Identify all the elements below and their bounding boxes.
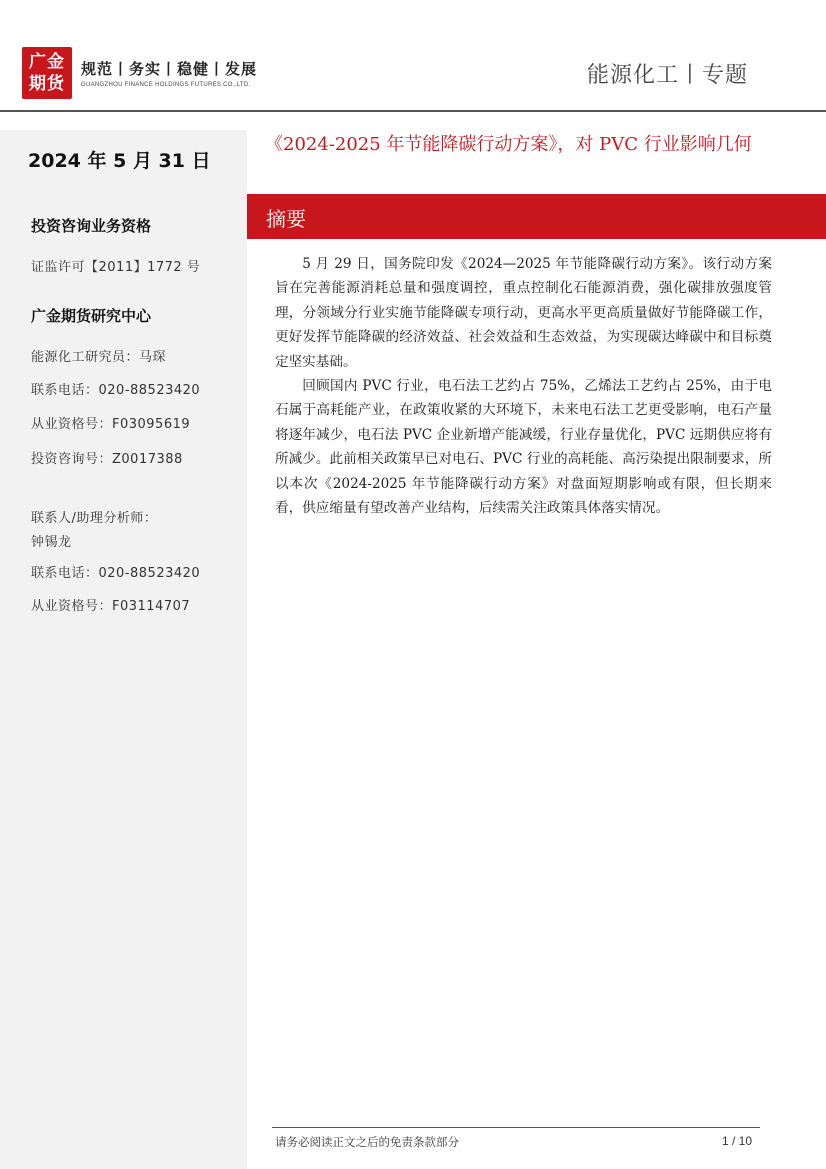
footer-disclaimer: 请务必阅读正文之后的免责条款部分	[275, 1135, 459, 1149]
researcher-name: 能源化工研究员：马琛	[31, 350, 167, 365]
logo-line-1: 广金	[29, 52, 65, 72]
abstract-paragraph-1: 5 月 29 日，国务院印发《2024—2025 年节能降碳行动方案》。该行动方案旨在完善能源消耗总量和强度调控，重点控制化石能源消费，强化碳排放强度管理，分领域分行业实施节能降碳专项行动，更高水平更高质量做好节能降碳工作，更好发挥节能降碳的经济效益、社会效益和生态效益，为实现碳达峰碳中和目标奠定坚实基础。	[275, 256, 772, 370]
abstract-body	[275, 252, 772, 520]
company-english-name: GUANGZHOU FINANCE HOLDINGS FUTURES CO.,LTD.	[81, 82, 251, 88]
contact-label: 联系人/助理分析师：	[31, 511, 158, 526]
report-category: 能源化工丨专题	[586, 63, 748, 88]
header-divider	[0, 110, 826, 112]
contact-phone: 联系电话：020-88523420	[31, 566, 201, 581]
researcher-cert: 从业资格号：F03095619	[31, 417, 191, 432]
abstract-heading: 摘要	[266, 207, 306, 231]
report-date: 2024 年 5 月 31 日	[28, 150, 211, 172]
company-logo	[22, 47, 72, 99]
company-slogan: 规范丨务实丨稳健丨发展	[81, 60, 258, 78]
logo-line-2: 期货	[29, 74, 65, 94]
qualification-heading: 投资咨询业务资格	[31, 217, 152, 235]
license-number: 证监许可【2011】1772 号	[31, 260, 201, 275]
contact-name: 钟锡龙	[31, 535, 72, 550]
research-center-heading: 广金期货研究中心	[31, 307, 152, 325]
abstract-banner	[247, 194, 826, 239]
page-number: 1 / 10	[722, 1134, 753, 1148]
report-title: 《2024-2025 年节能降碳行动方案》，对 PVC 行业影响几何	[265, 134, 752, 155]
researcher-advisory-number: 投资咨询号：Z0017388	[31, 452, 183, 467]
sidebar	[0, 130, 247, 1169]
footer-divider	[272, 1127, 760, 1128]
researcher-phone: 联系电话：020-88523420	[31, 383, 201, 398]
abstract-paragraph-2: 回顾国内 PVC 行业，电石法工艺约占 75%，乙烯法工艺约占 25%，由于电石属于高耗能产业，在政策收紧的大环境下，未来电石法工艺更受影响，电石产量将逐年减少，电石法 PVC 企业新增产能减缓，行业存量优化，PVC 远期供应将有所减少。此前相关政策早已对电石、PVC 行业的高耗能、高污染提出限制要求，所以本次《2024-2025 年节能降碳行动方案》对盘面短期影响或有限，但长期来看，供应缩量有望改善产业结构，后续需关注政策具体落实情况。	[275, 378, 772, 517]
contact-cert: 从业资格号：F03114707	[31, 599, 191, 614]
